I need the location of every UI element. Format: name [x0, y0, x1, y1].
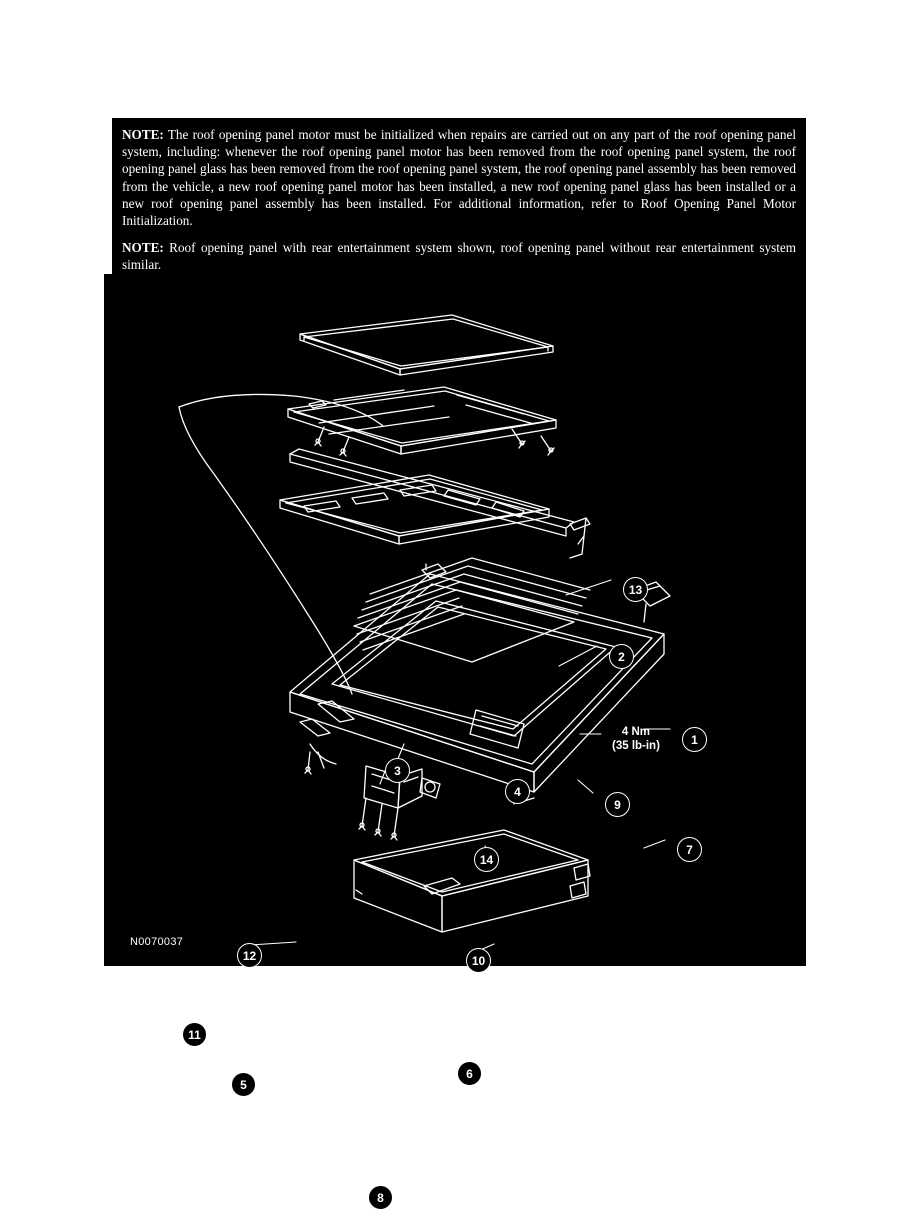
torque-spec-6nm-value: 6 Nm: [217, 1021, 247, 1033]
torque-spec-4nm-value: 4 Nm: [621, 726, 651, 738]
torque-spec-2nm: [260, 1071, 308, 1098]
callout-9: [605, 792, 630, 817]
callout-7: [677, 837, 702, 862]
part-10-14-frame-assembly: [290, 558, 670, 792]
note-1-text: The roof opening panel motor must be initialized when repairs are carried out on any part of the roof opening panel system, including: whenever the roof opening panel motor has been removed from the roof opening panel system, the roof opening panel glass has been removed from the roof opening panel system, the roof opening panel assembly has been removed from the vehicle, a new roof opening panel motor has been installed, a new roof opening panel glass has been installed or a new roof opening panel assembly has been installed. For additional information, refer to Roof Opening Panel Motor Initialization.: [122, 127, 796, 229]
callout-14: [474, 847, 499, 872]
callout-7-label: 7: [686, 842, 693, 857]
callout-10-label: 10: [471, 953, 486, 968]
figure-id: N0070037: [130, 936, 184, 948]
callout-8-label: 8: [377, 1190, 384, 1205]
callout-2-label: 2: [618, 649, 625, 664]
note-2-label: NOTE:: [122, 240, 164, 256]
sunroof-assembly-drawing: [104, 274, 806, 966]
part-8-housing: [354, 830, 590, 932]
part-13-glass-panel: [300, 315, 553, 375]
callout-6-label: 6: [466, 1066, 473, 1081]
callout-12: [237, 943, 262, 968]
callout-3: [385, 758, 410, 783]
callout-13-label: 13: [628, 582, 643, 597]
callout-10: [466, 948, 491, 973]
part-2-panel-frame: [288, 387, 556, 454]
note-2-text: Roof opening panel with rear entertainment system shown, roof opening panel without rear entertainment system similar.: [122, 240, 796, 273]
callout-4-label: 4: [514, 784, 521, 799]
callout-12-label: 12: [242, 948, 257, 963]
callout-1-label: 1: [691, 732, 698, 747]
note-1-label: NOTE:: [122, 127, 164, 142]
callout-11-label: 11: [188, 1027, 201, 1042]
callout-2: [609, 644, 634, 669]
part-3-trim-panel: [280, 475, 549, 544]
torque-spec-6nm-alt: (53 lb-in): [208, 1034, 256, 1047]
torque-spec-2nm-alt: (18 lb-in): [260, 1084, 308, 1097]
callout-8: [368, 1185, 393, 1210]
part-9-guide-rails: [290, 449, 590, 558]
callout-11: [182, 1022, 207, 1047]
notes-block: [112, 118, 806, 284]
callout-4: [505, 779, 530, 804]
exploded-view-illustration: [104, 274, 806, 1205]
callout-13: [623, 577, 648, 602]
note-1: [122, 126, 796, 229]
torque-spec-4nm: [612, 726, 660, 753]
callout-9-label: 9: [614, 797, 621, 812]
callout-3-label: 3: [394, 763, 401, 778]
note-2: [122, 239, 796, 273]
illustration-canvas: [104, 274, 806, 1205]
callout-6: [457, 1061, 482, 1086]
callout-14-label: 14: [479, 852, 494, 867]
torque-spec-4nm-alt: (35 lb-in): [612, 739, 660, 752]
part-12-harness-lower: [179, 407, 352, 694]
torque-spec-6nm: [208, 1021, 256, 1048]
torque-spec-2nm-value: 2 Nm: [269, 1071, 299, 1083]
part-5-screws: [359, 798, 398, 840]
part-11-screw: [305, 752, 311, 774]
callout-5-label: 5: [240, 1077, 247, 1092]
part-12-harness-upper: [179, 394, 383, 426]
callout-1: [682, 727, 707, 752]
callout-5: [231, 1072, 256, 1097]
